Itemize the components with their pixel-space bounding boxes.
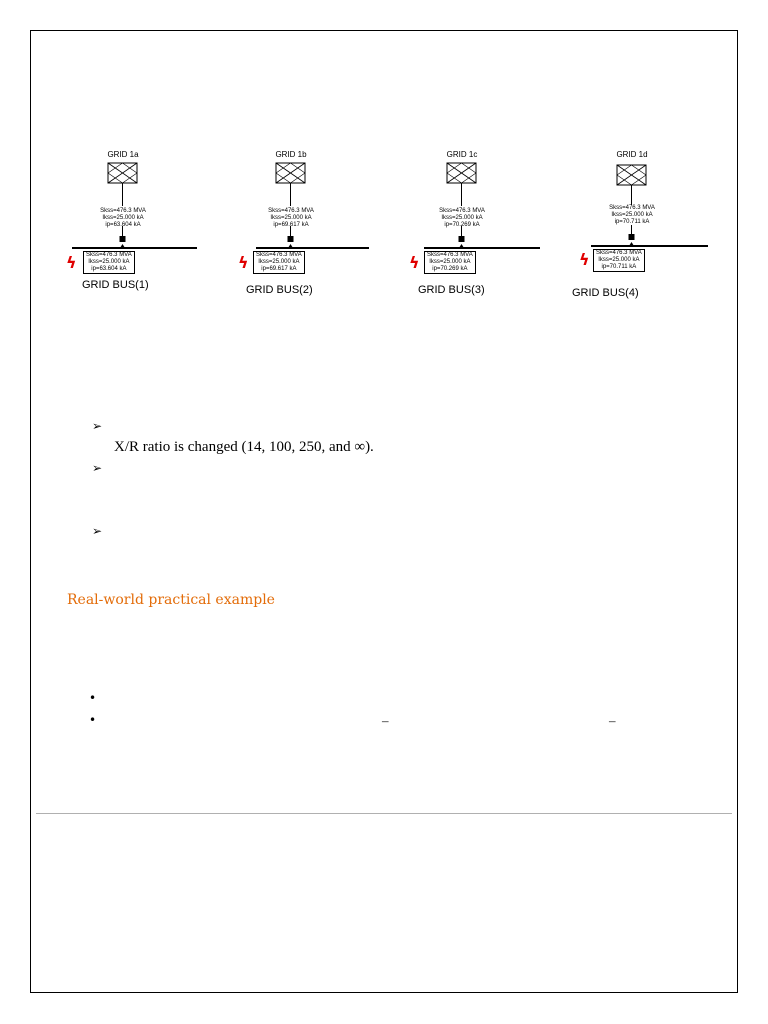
infeed-ip: ip=70.711 kA	[614, 219, 650, 225]
grid-diagram-2	[228, 148, 378, 308]
infeed-ikss: Ikss=25.000 kA	[611, 212, 653, 218]
infeed-ip: ip=70.269 kA	[444, 222, 480, 228]
infeed-values	[592, 205, 672, 226]
short-circuit-result-box	[593, 249, 645, 272]
result-ip: ip=70.269 kA	[432, 266, 468, 272]
xr-ratio-text: X/R ratio is changed (14, 100, 250, and ∞).	[114, 439, 374, 455]
result-ip: ip=63.604 kA	[91, 266, 127, 272]
arrow-bullet-2: ➢	[92, 461, 103, 475]
grid-title: GRID 1b	[275, 150, 307, 159]
dot-bullet-2: •	[89, 713, 97, 727]
dot-bullet-1: •	[89, 691, 97, 705]
short-circuit-fault-icon: ϟ	[579, 250, 590, 269]
short-circuit-result-box	[424, 251, 476, 274]
infeed-values	[83, 208, 163, 229]
result-ip: ip=70.711 kA	[601, 264, 637, 270]
infeed-ip: ip=69.617 kA	[273, 222, 309, 228]
short-circuit-fault-icon: ϟ	[409, 253, 420, 272]
infeed-skss: Skss=476.3 MVA	[100, 208, 146, 214]
result-skss: Skss=476.3 MVA	[256, 252, 302, 258]
result-skss: Skss=476.3 MVA	[427, 252, 473, 258]
infeed-ip: ip=63.604 kA	[105, 222, 141, 228]
grid-diagram-1	[60, 148, 210, 308]
infeed-values	[251, 208, 331, 229]
bus-name: GRID BUS(1)	[82, 279, 149, 291]
arrow-bullet-1: ➢	[92, 419, 103, 433]
infeed-skss: Skss=476.3 MVA	[609, 205, 655, 211]
infeed-ikss: Ikss=25.000 kA	[441, 215, 483, 221]
result-ip: ip=69.617 kA	[261, 266, 297, 272]
dash-mark-2: –	[609, 713, 616, 728]
result-ikss: Ikss=25.000 kA	[258, 259, 300, 265]
short-circuit-result-box	[83, 251, 135, 274]
result-skss: Skss=476.3 MVA	[86, 252, 132, 258]
infeed-ikss: Ikss=25.000 kA	[102, 215, 144, 221]
short-circuit-result-box	[253, 251, 305, 274]
short-circuit-fault-icon: ϟ	[66, 253, 77, 272]
result-ikss: Ikss=25.000 kA	[429, 259, 471, 265]
infeed-ikss: Ikss=25.000 kA	[270, 215, 312, 221]
bus-name: GRID BUS(4)	[572, 287, 639, 299]
grid-title: GRID 1a	[107, 150, 139, 159]
result-skss: Skss=476.3 MVA	[596, 250, 642, 256]
result-ikss: Ikss=25.000 kA	[88, 259, 130, 265]
grid-title: GRID 1d	[616, 150, 648, 159]
footer-separator	[36, 813, 732, 814]
infeed-skss: Skss=476.3 MVA	[268, 208, 314, 214]
infeed-skss: Skss=476.3 MVA	[439, 208, 485, 214]
arrow-bullet-3: ➢	[92, 524, 103, 538]
grid-diagram-3	[399, 148, 549, 308]
short-circuit-fault-icon: ϟ	[238, 253, 249, 272]
infeed-values	[422, 208, 502, 229]
grid-diagram-4-lines	[569, 150, 719, 310]
section-heading: Real-world practical example	[67, 592, 275, 608]
bus-name: GRID BUS(3)	[418, 284, 485, 296]
bus-name: GRID BUS(2)	[246, 284, 313, 296]
result-ikss: Ikss=25.000 kA	[598, 257, 640, 263]
grid-diagram-4	[569, 150, 719, 310]
grid-title: GRID 1c	[446, 150, 478, 159]
dash-mark-1: –	[382, 713, 389, 728]
